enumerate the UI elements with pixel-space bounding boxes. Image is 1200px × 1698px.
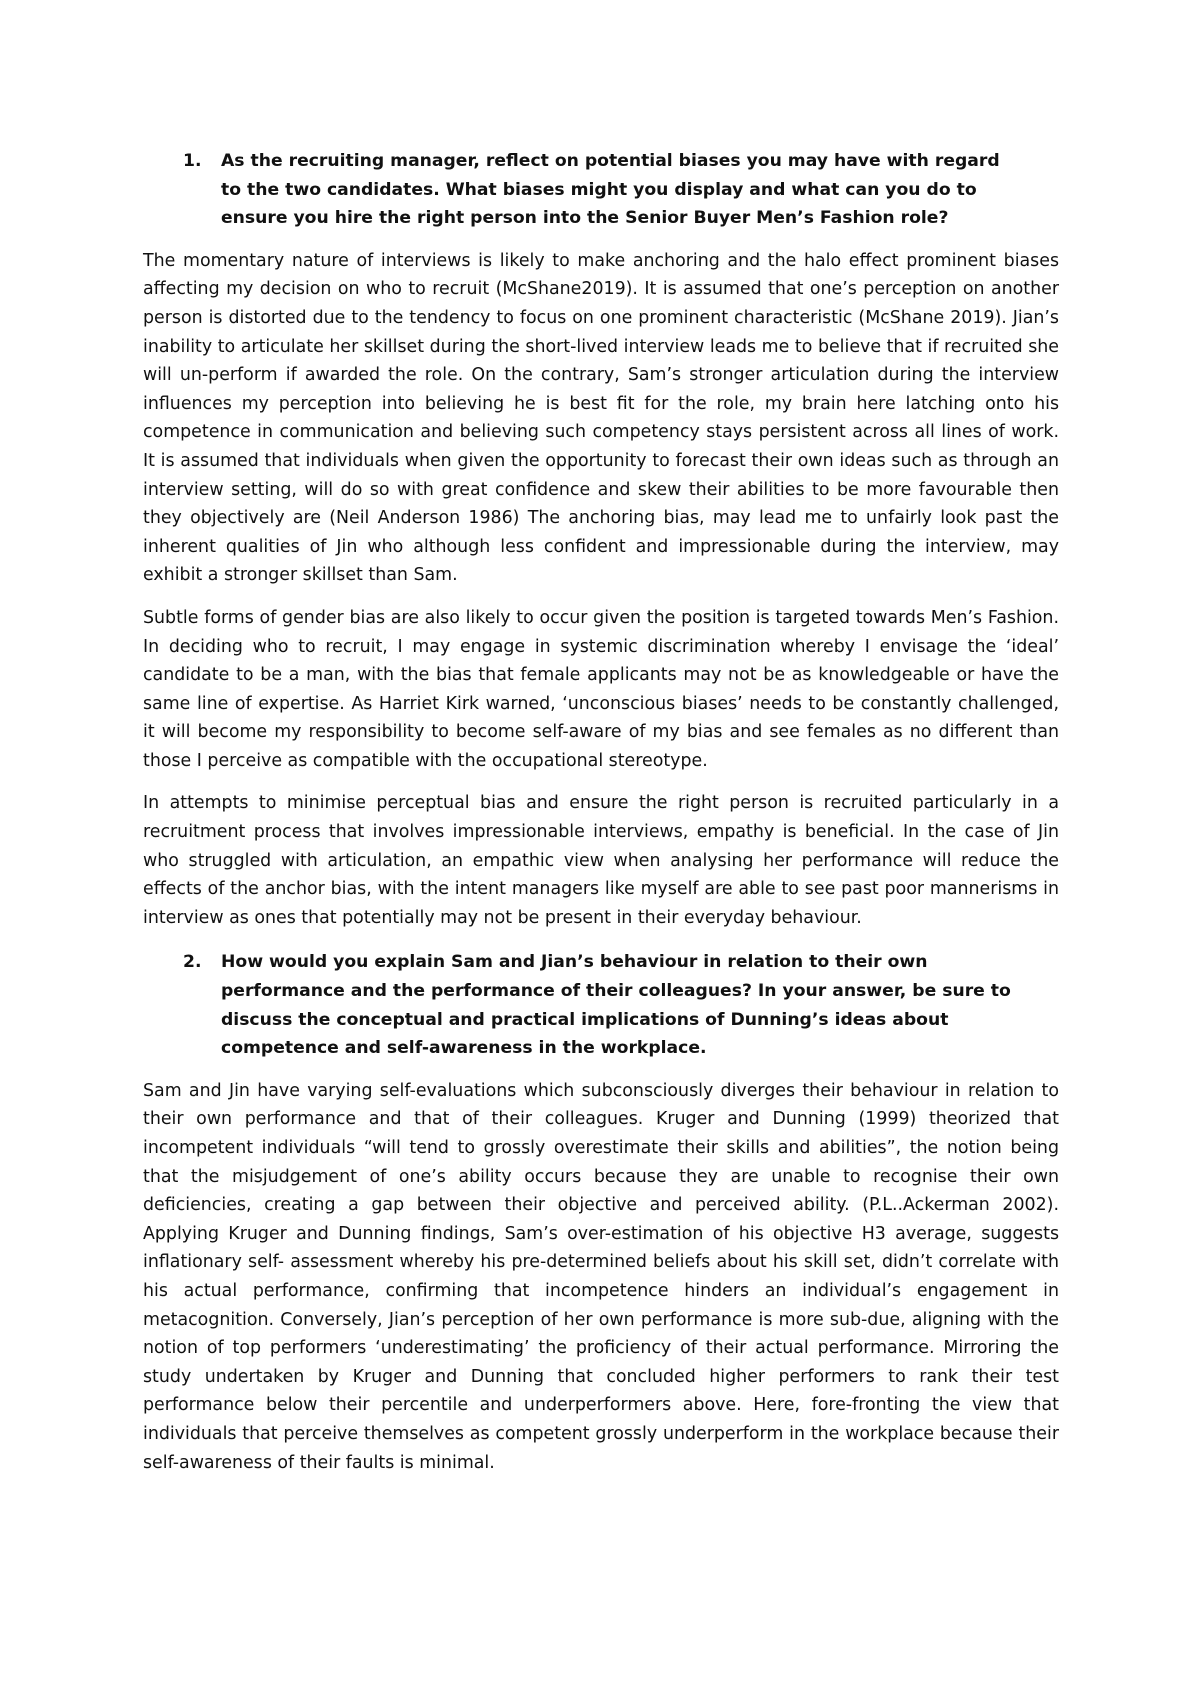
question-number: 2.: [183, 952, 202, 973]
document-body: [143, 147, 1059, 1491]
answer-paragraph: Subtle forms of gender bias are also likely to occur given the position is targeted towards Men’s Fashion. In deciding who to recruit, I may engage in systemic discrimination whereby I envisage the ‘ideal’ candidate to be a man, with the bias that female applicants may not be as knowledgeable or have the same line of expertise. As Harriet Kirk warned, ‘unconscious biases’ needs to be constantly challenged, it will become my responsibility to become self-aware of my bias and see females as no different than those I perceive as compatible with the occupational stereotype.: [143, 607, 1059, 771]
question-1: [143, 147, 1059, 233]
answer-paragraph: In attempts to minimise perceptual bias and ensure the right person is recruited particularly in a recruitment process that involves impressionable interviews, empathy is beneficial. In the case of Jin who struggled with articulation, an empathic view when analysing her performance will reduce the effects of the anchor bias, with the intent managers like myself are able to see past poor mannerisms in interview as ones that potentially may not be present in their everyday behaviour.: [143, 793, 1059, 928]
question-text: As the recruiting manager, reflect on potential biases you may have with regard to the two candidates. What biases might you display and what can you do to ensure you hire the right person into the Senior Buyer Men’s Fashion role?: [221, 151, 1000, 229]
question-2: [143, 948, 1059, 1062]
question-number: 1.: [183, 151, 202, 171]
question-text: How would you explain Sam and Jian’s behaviour in relation to their own performance and the performance of their colleagues? In your answer, be sure to discuss the conceptual and practical implications of Dunning’s ideas about competence and self-awareness in the workplace.: [221, 952, 1011, 1059]
answer-paragraph: Sam and Jin have varying self-evaluations which subconsciously diverges their behaviour in relation to their own performance and that of their colleagues. Kruger and Dunning (1999) theorized that incompetent individuals “will tend to grossly overestimate their skills and abilities”, the notion being that the misjudgement of one’s ability occurs because they are unable to recognise their own deficiencies, creating a gap between their objective and perceived ability. (P.L..Ackerman 2002). Applying Kruger and Dunning findings, Sam’s over-estimation of his objective H3 average, suggests inflationary self- assessment whereby his pre-determined beliefs about his skill set, didn’t correlate with his actual performance, confirming that incompetence hinders an individual’s engagement in metacognition. Conversely, Jian’s perception of her own performance is more sub-due, aligning with the notion of top performers ‘underestimating’ the proficiency of their actual performance. Mirroring the study undertaken by Kruger and Dunning that concluded higher performers to rank their test performance below their percentile and underperformers above. Here, fore-fronting the view that individuals that perceive themselves as competent grossly underperform in the workplace because their self-awareness of their faults is minimal.: [143, 1080, 1059, 1473]
answer-paragraph: The momentary nature of interviews is likely to make anchoring and the halo effect prominent biases affecting my decision on who to recruit (McShane2019). It is assumed that one’s perception on another person is distorted due to the tendency to focus on one prominent characteristic (McShane 2019). Jian’s inability to articulate her skillset during the short-lived interview leads me to believe that if recruited she will un-perform if awarded the role. On the contrary, Sam’s stronger articulation during the interview influences my perception into believing he is best fit for the role, my brain here latching onto his competence in communication and believing such competency stays persistent across all lines of work. It is assumed that individuals when given the opportunity to forecast their own ideas such as through an interview setting, will do so with great confidence and skew their abilities to be more favourable then they objectively are (Neil Anderson 1986) The anchoring bias, may lead me to unfairly look past the inherent qualities of Jin who although less confident and impressionable during the interview, may exhibit a stronger skillset than Sam.: [143, 250, 1059, 586]
